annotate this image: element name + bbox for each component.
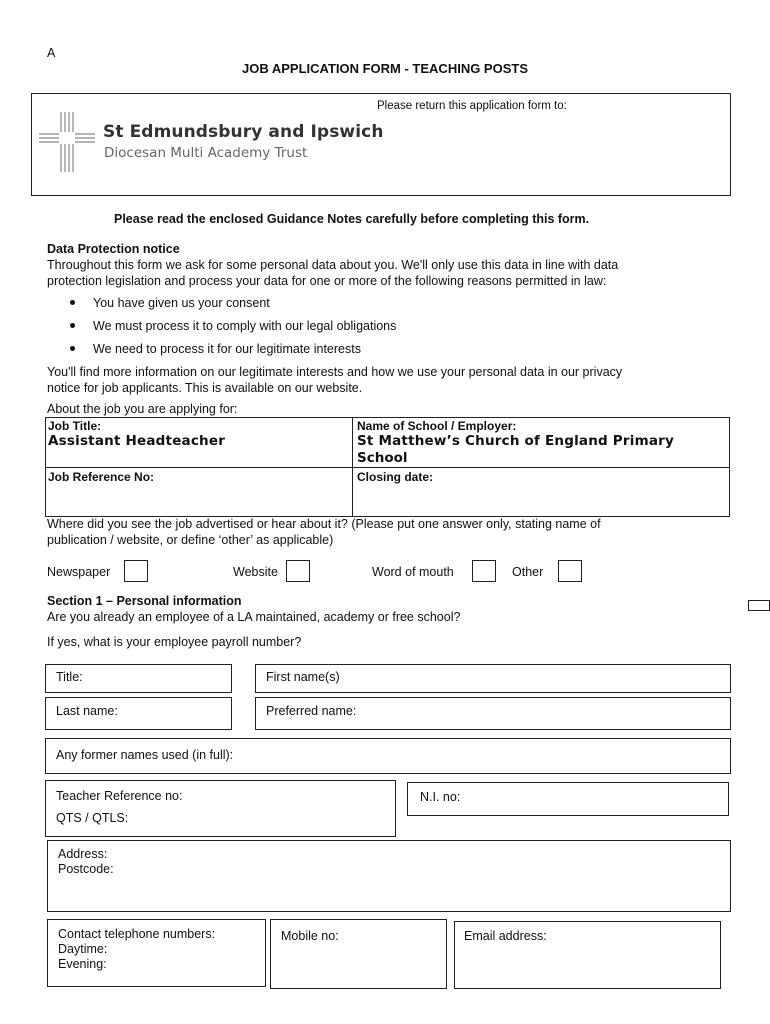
data-protection-heading: Data Protection notice xyxy=(47,242,180,256)
employee-answer-checkbox[interactable] xyxy=(748,600,770,611)
guidance-notice: Please read the enclosed Guidance Notes carefully before completing this form. xyxy=(114,212,590,226)
org-name: St Edmundsbury and Ipswich xyxy=(103,122,384,142)
job-table xyxy=(45,417,730,517)
school-value-line2: School xyxy=(357,450,408,466)
bullet-interests: We need to process it for our legitimate interests xyxy=(93,342,361,356)
address-label: Address: xyxy=(58,847,108,861)
bullet-icon xyxy=(70,300,75,305)
teacher-ref-field[interactable] xyxy=(45,780,396,837)
contact-tel-label: Contact telephone numbers: xyxy=(58,927,216,941)
return-text: Please return this application form to: xyxy=(377,100,567,112)
diocese-cross-logo-icon xyxy=(37,110,97,174)
evening-label: Evening: xyxy=(58,957,107,971)
closing-date-label: Closing date: xyxy=(357,470,434,484)
option-newspaper-label: Newspaper xyxy=(47,565,111,579)
newspaper-checkbox[interactable] xyxy=(124,560,148,582)
privacy-line1: You'll find more information on our legitimate interests and how we use your personal data in our privacy xyxy=(47,365,623,379)
job-ref-label: Job Reference No: xyxy=(48,470,155,484)
address-field[interactable] xyxy=(47,840,731,912)
bullet-icon xyxy=(70,346,75,351)
job-intro: About the job you are applying for: xyxy=(47,402,238,416)
option-other-label: Other xyxy=(512,565,544,579)
contact-telephone-field[interactable] xyxy=(47,919,266,987)
ni-number-field[interactable] xyxy=(407,782,729,816)
first-names-label: First name(s) xyxy=(266,670,340,684)
teacher-ref-label: Teacher Reference no: xyxy=(56,789,183,803)
bullet-consent: You have given us your consent xyxy=(93,296,270,310)
daytime-label: Daytime: xyxy=(58,942,108,956)
preferred-name-label: Preferred name: xyxy=(266,704,357,718)
mobile-field[interactable] xyxy=(270,919,447,989)
other-checkbox[interactable] xyxy=(558,560,582,582)
postcode-label: Postcode: xyxy=(58,862,114,876)
job-title-value[interactable]: Assistant Headteacher xyxy=(48,433,226,449)
former-names-field[interactable] xyxy=(45,738,731,774)
title-field-label: Title: xyxy=(56,670,83,684)
title-field[interactable] xyxy=(45,664,232,693)
corner-letter: A xyxy=(47,46,56,60)
job-table-divider xyxy=(46,467,729,468)
former-names-label: Any former names used (in full): xyxy=(56,748,234,762)
qts-label: QTS / QTLS: xyxy=(56,811,129,825)
data-protection-line1: Throughout this form we ask for some personal data about you. We'll only use this data in line with data xyxy=(47,258,619,272)
last-name-field[interactable] xyxy=(45,697,232,730)
payroll-question: If yes, what is your employee payroll number? xyxy=(47,635,302,649)
ni-label: N.I. no: xyxy=(420,790,461,804)
option-word-of-mouth-label: Word of mouth xyxy=(372,565,454,579)
page-title: JOB APPLICATION FORM - TEACHING POSTS xyxy=(241,61,528,76)
preferred-name-field[interactable] xyxy=(255,697,731,730)
advert-question-line1: Where did you see the job advertised or hear about it? (Please put one answer only, stating name of xyxy=(47,517,601,531)
email-field[interactable] xyxy=(454,921,721,989)
job-title-label: Job Title: xyxy=(48,419,102,433)
org-subtitle: Diocesan Multi Academy Trust xyxy=(104,145,308,161)
header-box xyxy=(31,93,731,196)
last-name-label: Last name: xyxy=(56,704,118,718)
bullet-legal: We must process it to comply with our legal obligations xyxy=(93,319,397,333)
advert-question-line2: publication / website, or define ‘other’ as applicable) xyxy=(47,533,334,547)
email-label: Email address: xyxy=(464,929,547,943)
first-names-field[interactable] xyxy=(255,664,731,693)
option-website-label: Website xyxy=(233,565,278,579)
website-checkbox[interactable] xyxy=(286,560,310,582)
mobile-label: Mobile no: xyxy=(281,929,339,943)
section1-heading: Section 1 – Personal information xyxy=(47,594,242,608)
data-protection-line2: protection legislation and process your data for one or more of the following reasons permitted in law: xyxy=(47,274,607,288)
school-label: Name of School / Employer: xyxy=(357,419,517,433)
bullet-icon xyxy=(70,323,75,328)
word-of-mouth-checkbox[interactable] xyxy=(472,560,496,582)
privacy-line2: notice for job applicants. This is available on our website. xyxy=(47,381,363,395)
employee-question: Are you already an employee of a LA maintained, academy or free school? xyxy=(47,610,461,624)
school-value-line1[interactable]: St Matthew’s Church of England Primary xyxy=(357,433,674,449)
